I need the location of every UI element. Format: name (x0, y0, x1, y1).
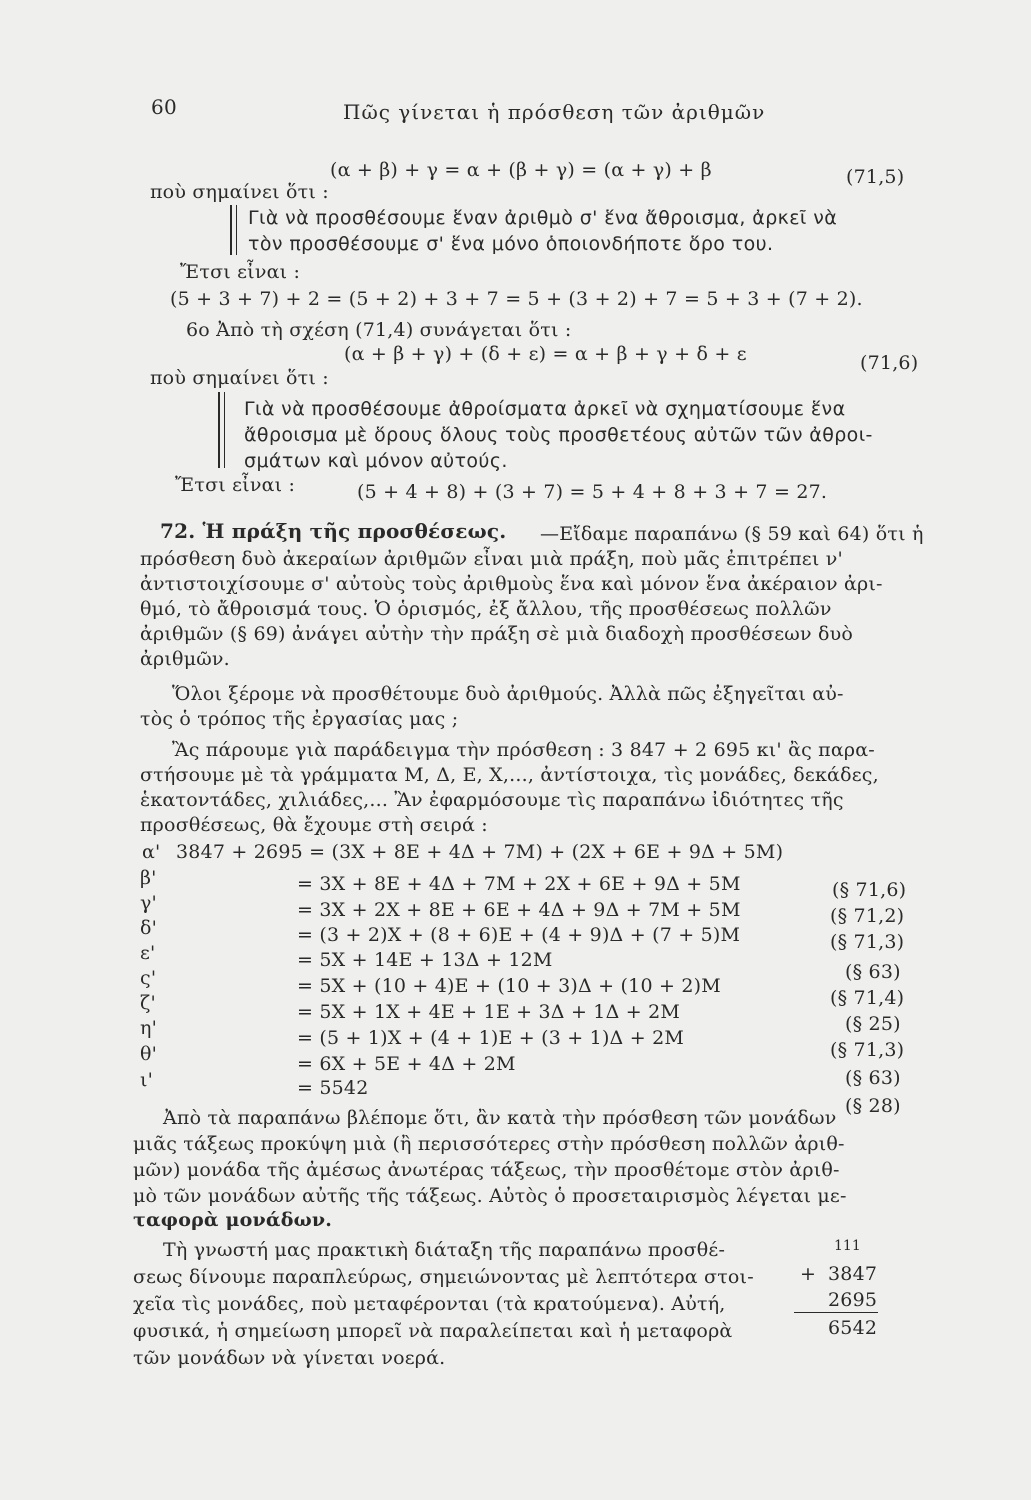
formula-71-5: (α + β) + γ = α + (β + γ) = (α + γ) + β (330, 159, 712, 181)
running-title: Πῶς γίνεται ἡ πρόσθεση τῶν ἀριθμῶν (343, 100, 766, 124)
para5-line-2: χεῖα τὶς μονάδες, ποὺ μεταφέρονται (τὰ κρατούμενα). Αὐτή, (133, 1293, 726, 1315)
addend-2: 2695 (828, 1289, 878, 1311)
para1-line-2: ἀντιστοιχίσουμε σ' αὐτοὺς τοὺς ἀριθμοὺς ἕνα καὶ μόνον ἕνα ἀκέραιον ἀρι- (140, 573, 883, 595)
step-expr-a: 3847 + 2695 = (3Χ + 8Ε + 4Δ + 7Μ) + (2Χ + 6Ε + 9Δ + 5Μ) (176, 841, 784, 863)
para3-line-2: ἑκατοντάδες, χιλιάδες,... Ἂν ἐφαρμόσουμε τὶς παραπάνω ἰδιότητες τῆς (140, 789, 844, 811)
para4-term: ταφορὰ μονάδων. (133, 1209, 333, 1231)
step-label-g: ζ' (140, 992, 156, 1014)
step-label-i: θ' (140, 1043, 158, 1065)
step-ref-j: (§ 28) (845, 1095, 901, 1117)
section-72-heading: 72. Ἡ πράξη τῆς προσθέσεως. (160, 519, 507, 543)
formula-ref-71-5: (71,5) (846, 166, 905, 188)
thus-text-1: Ἔτσι εἶναι : (180, 261, 301, 283)
step-label-d: δ' (140, 917, 158, 939)
addend-1: 3847 (828, 1263, 878, 1285)
rule-bar-1b (236, 205, 237, 255)
para4-line-3: μὸ τῶν μονάδων αὐτῆς τῆς τάξεως. Αὐτὸς ὁ προσεταιρισμὸς λέγεται με- (133, 1185, 847, 1207)
rule-bar-2 (218, 392, 220, 468)
sum-rule (794, 1312, 878, 1313)
step-ref-e: (§ 63) (845, 961, 901, 983)
step-label-f: ς' (140, 967, 157, 989)
para5-line-4: τῶν μονάδων νὰ γίνεται νοερά. (133, 1347, 446, 1369)
means-text-1: ποὺ σημαίνει ὅτι : (150, 181, 329, 203)
step-ref-d: (§ 71,3) (830, 931, 905, 953)
formula-ref-71-6: (71,6) (860, 352, 919, 374)
para4-line-1: μιᾶς τάξεως προκύψη μιὰ (ἢ περισσότερες στὴν πρόσθεση πολλῶν ἀριθ- (133, 1133, 845, 1155)
para2-line-1: τὸς ὁ τρόπος τῆς ἐργασίας μας ; (140, 708, 459, 730)
step-ref-h: (§ 71,3) (830, 1039, 905, 1061)
para1-line-4: ἀριθμῶν (§ 69) ἀνάγει αὐτὴν τὴν πράξη σὲ μιὰ διαδοχὴ προσθέσεων δυὸ (140, 623, 854, 645)
para3-line-0: Ἂς πάρουμε γιὰ παράδειγμα τὴν πρόσθεση : 3 847 + 2 695 κι' ἂς παρα- (172, 739, 875, 761)
step-ref-c: (§ 71,2) (830, 905, 905, 927)
rule-2-line-3: σμάτων καὶ μόνον αὐτούς. (244, 450, 508, 472)
para4-line-2: μῶν) μονάδα τῆς ἀμέσως ἀνωτέρας τάξεως, τὴν προσθέτομε στὸν ἀριθ- (133, 1159, 840, 1181)
step-expr-h: = (5 + 1)Χ + (4 + 1)Ε + (3 + 1)Δ + 2Μ (297, 1027, 685, 1049)
rule-2-line-1: Γιὰ νὰ προσθέσουμε ἀθροίσματα ἀρκεῖ νὰ σχηματίσουμε ἕνα (244, 398, 846, 420)
step-expr-g: = 5Χ + 1Χ + 4Ε + 1Ε + 3Δ + 1Δ + 2Μ (297, 1001, 681, 1023)
step-expr-c: = 3Χ + 2Χ + 8Ε + 6Ε + 4Δ + 9Δ + 7Μ + 5Μ (297, 899, 741, 921)
page-number: 60 (151, 95, 178, 119)
step-ref-g: (§ 25) (845, 1013, 901, 1035)
step-expr-b: = 3Χ + 8Ε + 4Δ + 7Μ + 2Χ + 6Ε + 9Δ + 5Μ (297, 873, 741, 895)
thus-text-2: Ἔτσι εἶναι : (175, 474, 296, 496)
rule-bar-1 (230, 205, 232, 255)
step-ref-i: (§ 63) (845, 1067, 901, 1089)
step-expr-j: = 5542 (297, 1077, 369, 1099)
step-label-c: γ' (140, 892, 157, 914)
para5-line-0: Τὴ γνωστή μας πρακτικὴ διάταξη τῆς παραπάνω προσθέ- (163, 1239, 726, 1261)
para1-line-5: ἀριθμῶν. (140, 648, 230, 670)
para5-line-1: σεως δίνουμε παραπλεύρως, σημειώνοντας μὲ λεπτότερα στοι- (133, 1266, 754, 1288)
para1-line-3: θμό, τὸ ἄθροισμά τους. Ὁ ὁρισμός, ἐξ ἄλλου, τῆς προσθέσεως πολλῶν (140, 598, 832, 620)
step-ref-f: (§ 71,4) (830, 987, 905, 1009)
step-expr-e: = 5Χ + 14Ε + 13Δ + 12Μ (297, 949, 553, 971)
para1-line-1: πρόσθεση δυὸ ἀκεραίων ἀριθμῶν εἶναι μιὰ πράξη, ποὺ μᾶς ἐπιτρέπει ν' (140, 548, 843, 570)
means-text-2: ποὺ σημαίνει ὅτι : (150, 367, 329, 389)
rule-1-line-1: Γιὰ νὰ προσθέσουμε ἕναν ἀριθμὸ σ' ἕνα ἄθροισμα, ἀρκεῖ νὰ (248, 207, 838, 229)
rule-1-line-2: τὸν προσθέσουμε σ' ἕνα μόνο ὁποιονδήποτε ὅρο του. (248, 233, 774, 255)
step-label-h: η' (140, 1017, 158, 1039)
step-expr-f: = 5Χ + (10 + 4)Ε + (10 + 3)Δ + (10 + 2)Μ (297, 975, 721, 997)
step-label-b: β' (140, 867, 157, 889)
para5-line-3: φυσικά, ἡ σημείωση μπορεῖ νὰ παραλείπεται καὶ ἡ μεταφορὰ (133, 1320, 733, 1342)
step-ref-b: (§ 71,6) (832, 879, 907, 901)
para4-line-0: Ἀπὸ τὰ παραπάνω βλέπομε ὅτι, ἂν κατὰ τὴν πρόσθεση τῶν μονάδων (163, 1107, 837, 1129)
para3-line-3: προσθέσεως, θὰ ἔχουμε στὴ σειρά : (140, 814, 488, 836)
step-expr-d: = (3 + 2)Χ + (8 + 6)Ε + (4 + 9)Δ + (7 + 5)Μ (297, 924, 741, 946)
step-label-a: α' (142, 841, 161, 863)
step-expr-i: = 6Χ + 5Ε + 4Δ + 2Μ (297, 1053, 516, 1075)
step-label-j: ι' (140, 1069, 154, 1091)
plus-sign: + (800, 1263, 817, 1285)
formula-71-6: (α + β + γ) + (δ + ε) = α + β + γ + δ + ε (344, 343, 747, 365)
sum: 6542 (828, 1317, 878, 1339)
para1-line-0: —Εἴδαμε παραπάνω (§ 59 καὶ 64) ὅτι ἡ (540, 523, 924, 545)
carries: 111 (834, 1238, 861, 1254)
example-2: (5 + 4 + 8) + (3 + 7) = 5 + 4 + 8 + 3 + 7 = 27. (357, 481, 828, 503)
rule-2-line-2: ἄθροισμα μὲ ὅρους ὅλους τοὺς προσθετέους αὐτῶν τῶν ἀθροι- (244, 424, 873, 446)
example-1: (5 + 3 + 7) + 2 = (5 + 2) + 3 + 7 = 5 + (3 + 2) + 7 = 5 + 3 + (7 + 2). (170, 288, 863, 310)
intro-6: 6ο Ἀπὸ τὴ σχέση (71,4) συνάγεται ὅτι : (186, 319, 572, 341)
step-label-e: ε' (140, 942, 156, 964)
rule-bar-2b (224, 392, 225, 468)
para2-line-0: Ὅλοι ξέρομε νὰ προσθέτουμε δυὸ ἀριθμούς. Ἀλλὰ πῶς ἐξηγεῖται αὐ- (172, 683, 844, 705)
para3-line-1: στήσουμε μὲ τὰ γράμματα Μ, Δ, Ε, Χ,..., ἀντίστοιχα, τὶς μονάδες, δεκάδες, (140, 764, 879, 786)
